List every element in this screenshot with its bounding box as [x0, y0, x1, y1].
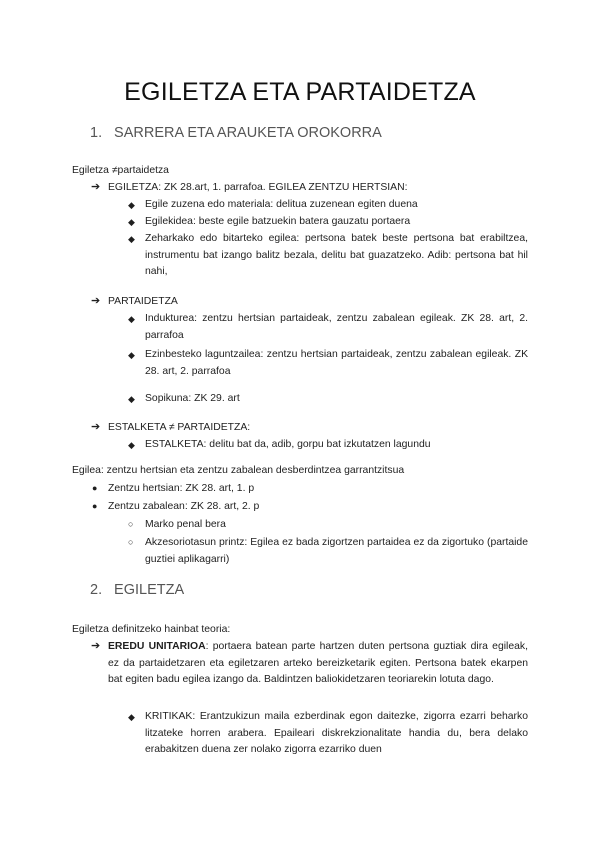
egiletza-item-3: Zeharkako edo bitarteko egilea: pertsona batek beste pertsona bat erabiltzea, instrumentu bat izango balitz bezala, delitu bat guazatzeko. Adib: pertsona bat hil nahi, — [145, 233, 528, 278]
kritikak-paragraph: KRITIKAK: Erantzukizun maila ezberdinak egon daitezke, zigorra ezarri beharko litzateke horren arabera. Epaileari diskrekzionalitate handia du, bera delako erabakitzen duena zer nolako zigorra ezarriko duen — [145, 711, 528, 756]
arrow-bullet-icon: ➔ — [91, 181, 101, 193]
diamond-bullet-icon: ◆ — [128, 200, 135, 210]
diamond-bullet-icon: ◆ — [128, 217, 135, 227]
section-2-number: 2. — [90, 582, 103, 598]
partaidetza-item-1: Indukturea: zentzu hertsian partaideak, zentzu zabalean egileak. ZK 28. art, 2. parrafoa — [145, 313, 528, 341]
zentzu-hertsian: Zentzu hertsian: ZK 28. art, 1. p — [108, 483, 255, 494]
section-2-title: EGILETZA — [114, 582, 185, 598]
diamond-bullet-icon: ◆ — [128, 712, 135, 722]
egiletza-item-2: Egilekidea: beste egile batzuekin batera gauzatu portaera — [145, 216, 411, 227]
partaidetza-label: PARTAIDETZA — [108, 296, 178, 307]
section-1-title: SARRERA ETA ARAUKETA OROKORRA — [114, 125, 382, 141]
estalketa-item-1: ESTALKETA: delitu bat da, adib, gorpu bat izkutatzen lagundu — [145, 439, 431, 450]
eredu-unitarioa-term: EREDU UNITARIOA — [108, 641, 206, 652]
partaidetza-item-2: Ezinbesteko laguntzailea: zentzu hertsian partaideak, zentzu zabalean egileak. ZK 28. art, 2. parrafoa — [145, 349, 528, 377]
zabalean-sub-2: Akzesoriotasun printz: Egilea ez bada zigortzen partaidea ez da zigortuko (partaide guztiei aplikagarri) — [145, 537, 528, 565]
egiletza-item-1: Egile zuzena edo materiala: delitua zuzenean egiten duena — [145, 199, 418, 210]
diamond-bullet-icon: ◆ — [128, 350, 135, 360]
arrow-bullet-icon: ➔ — [91, 640, 101, 652]
section-2-heading — [90, 582, 184, 598]
circle-bullet-icon: ○ — [128, 519, 134, 529]
diamond-bullet-icon: ◆ — [128, 394, 135, 404]
dot-bullet-icon: ● — [92, 501, 98, 511]
intro-line: Egiletza ≠partaidetza — [72, 165, 169, 176]
section-1-number: 1. — [90, 125, 103, 141]
partaidetza-item-3: Sopikuna: ZK 29. art — [145, 393, 240, 404]
estalketa-label: ESTALKETA ≠ PARTAIDETZA: — [108, 422, 251, 433]
eredu-unitarioa-text: : portaera batean parte hartzen duten pertsona guztiak dira egileak, ez da partaidetzaren eta egiletzaren arteko bereizketarik egiten. Pertsona batek ekarpen bat egiten badu egilea izango da. Baldintzen baliokidetzaren teoriarekin lotuta dago. — [108, 641, 528, 686]
diamond-bullet-icon: ◆ — [128, 314, 135, 324]
arrow-bullet-icon: ➔ — [91, 421, 101, 433]
section-1-heading — [90, 125, 382, 141]
circle-bullet-icon: ○ — [128, 537, 134, 547]
section-2-intro: Egiletza definitzeko hainbat teoria: — [72, 624, 231, 635]
egiletza-label: EGILETZA: ZK 28.art, 1. parrafoa. EGILEA ZENTZU HERTSIAN: — [108, 182, 408, 193]
zentzu-zabalean: Zentzu zabalean: ZK 28. art, 2. p — [108, 501, 260, 512]
document-title: EGILETZA ETA PARTAIDETZA — [124, 78, 476, 106]
dot-bullet-icon: ● — [92, 483, 98, 493]
diamond-bullet-icon: ◆ — [128, 440, 135, 450]
diamond-bullet-icon: ◆ — [128, 234, 135, 244]
eredu-unitarioa-paragraph — [108, 639, 528, 689]
arrow-bullet-icon: ➔ — [91, 295, 101, 307]
zabalean-sub-1: Marko penal bera — [145, 519, 226, 530]
egilea-line: Egilea: zentzu hertsian eta zentzu zabalean desberdintzea garrantzitsua — [72, 465, 405, 476]
